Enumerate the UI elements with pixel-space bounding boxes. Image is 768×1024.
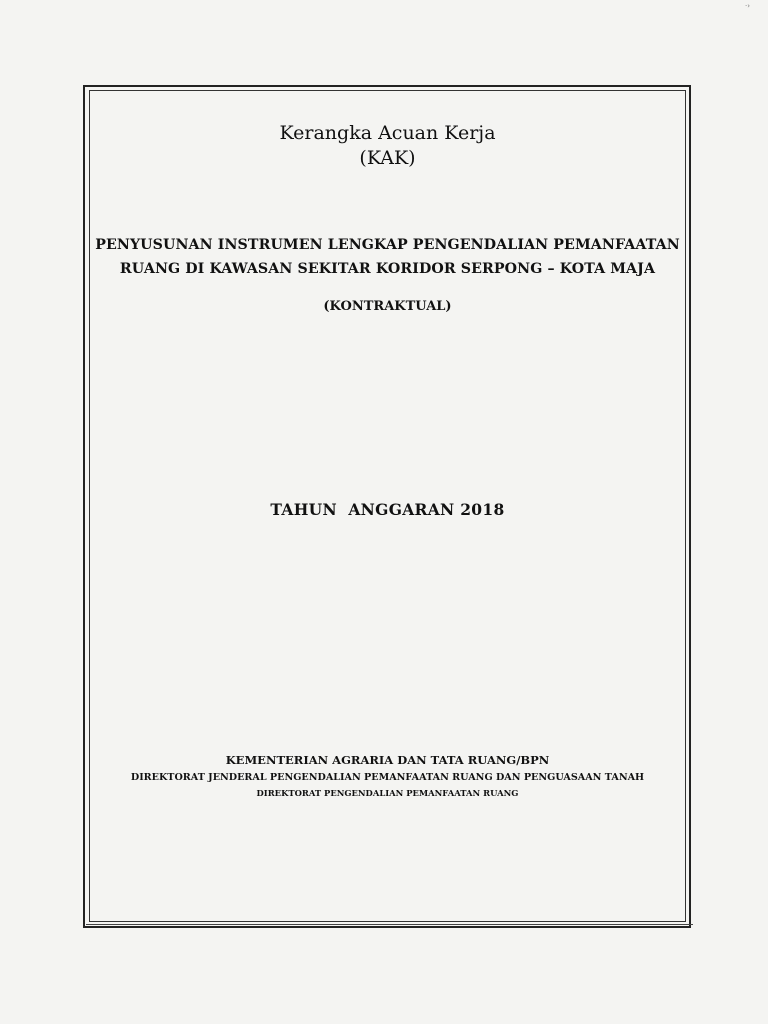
document-subtitle: (KAK) — [359, 147, 416, 169]
directorate-name: DIREKTORAT PENGENDALIAN PEMANFAATAN RUANG — [256, 788, 519, 798]
directorate-general-name: DIREKTORAT JENDERAL PENGENDALIAN PEMANFAATAN RUANG DAN PENGUASAAN TANAH — [130, 772, 645, 783]
scan-corner-mark: ·› — [744, 2, 750, 10]
document-title: Kerangka Acuan Kerja — [279, 122, 496, 144]
fiscal-year: TAHUN ANGGARAN 2018 — [270, 500, 505, 519]
contract-type: (KONTRAKTUAL) — [323, 299, 452, 314]
cover-border-bottom-line — [86, 924, 693, 925]
ministry-name: KEMENTERIAN AGRARIA DAN TATA RUANG/BPN — [225, 753, 550, 767]
project-title-line-1: PENYUSUNAN INSTRUMEN LENGKAP PENGENDALIAN PEMANFAATAN — [95, 237, 680, 253]
project-title-line-2: RUANG DI KAWASAN SEKITAR KORIDOR SERPONG – KOTA MAJA — [119, 261, 656, 277]
project-title — [89, 233, 686, 281]
